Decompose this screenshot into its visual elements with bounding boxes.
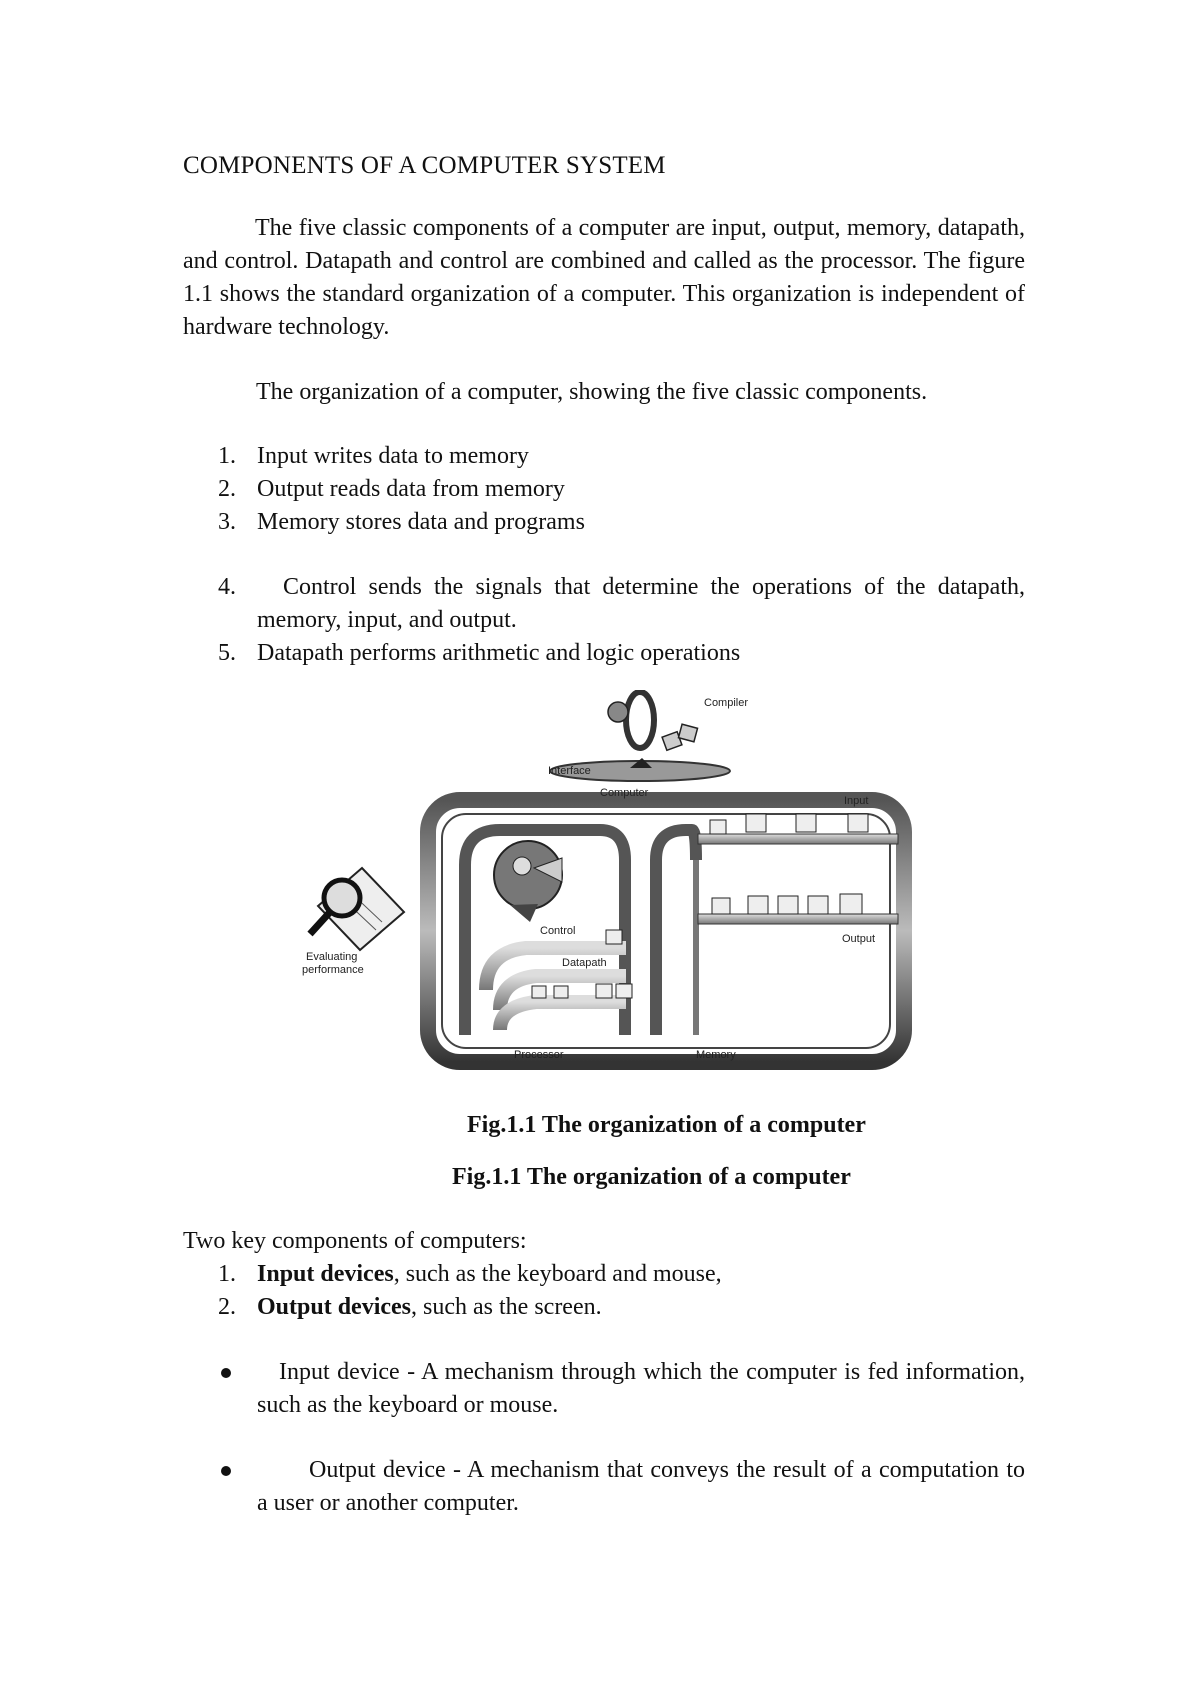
page-title: COMPONENTS OF A COMPUTER SYSTEM xyxy=(183,152,666,179)
list-number: 1. xyxy=(218,443,236,469)
bullet-text: Output device - A mechanism that conveys the result of a computation to a user or another computer. xyxy=(257,1457,1025,1516)
performance-label: performance xyxy=(302,964,364,976)
input-shelf xyxy=(698,834,898,844)
datapath-cube-icon xyxy=(532,986,546,998)
list-text xyxy=(257,1258,1025,1291)
datapath-cube-icon xyxy=(616,984,632,998)
magnifier-icon xyxy=(324,880,360,916)
output-cube-icon xyxy=(748,896,768,914)
list-text xyxy=(257,1291,1025,1324)
compiler-ring-icon xyxy=(626,692,654,748)
list-text: Control sends the signals that determine the operations of the datapath, memory, input, and output. xyxy=(257,574,1025,633)
organization-diagram-svg xyxy=(300,690,990,1090)
list-number: 3. xyxy=(218,509,236,535)
list-number: 2. xyxy=(218,1294,236,1320)
organization-intro: The organization of a computer, showing the five classic components. xyxy=(256,379,928,405)
key-components-heading: Two key components of computers: xyxy=(183,1228,527,1254)
list-term: Input devices xyxy=(257,1261,394,1287)
figure-caption: Fig.1.1 The organization of a computer xyxy=(452,1164,851,1190)
figure-caption-image: Fig.1.1 The organization of a computer xyxy=(467,1112,866,1138)
interface-label: Interface xyxy=(548,765,591,777)
output-cube-icon xyxy=(808,896,828,914)
output-shelf xyxy=(698,914,898,924)
control-cube-icon xyxy=(606,930,622,944)
datapath-shelf-2 xyxy=(500,1002,626,1030)
control-label: Control xyxy=(540,925,576,937)
control-arrow-icon xyxy=(510,904,538,922)
list-text: Input writes data to memory xyxy=(257,443,529,469)
list-number: 2. xyxy=(218,476,236,502)
list-number: 1. xyxy=(218,1261,236,1287)
memory-arch xyxy=(656,830,696,1035)
input-label: Input xyxy=(844,795,869,807)
bullet-icon xyxy=(221,1466,231,1476)
magnifier-handle xyxy=(310,912,330,934)
evaluating-performance-group xyxy=(302,868,404,976)
compiler-cube-icon xyxy=(678,724,697,742)
operator-head-icon xyxy=(513,857,531,875)
datapath-cube-icon xyxy=(596,984,612,998)
output-cube-icon xyxy=(778,896,798,914)
input-cube-icon xyxy=(746,814,766,832)
compiler-label: Compiler xyxy=(704,697,749,709)
figure-organization-diagram xyxy=(300,690,990,1090)
list-text: Datapath performs arithmetic and logic operations xyxy=(257,640,741,666)
input-cube-icon xyxy=(710,820,726,834)
processor-group xyxy=(465,830,632,1061)
bullet-text: Input device - A mechanism through which the computer is fed information, such as the keyboard or mouse. xyxy=(257,1359,1025,1418)
computer-label: Computer xyxy=(600,787,649,799)
list-text: Memory stores data and programs xyxy=(257,509,585,535)
input-cube-icon xyxy=(848,814,868,832)
output-label: Output xyxy=(842,933,876,945)
datapath-label: Datapath xyxy=(562,957,607,969)
input-cube-icon xyxy=(796,814,816,832)
datapath-cube-icon xyxy=(554,986,568,998)
output-cube-icon xyxy=(840,894,862,914)
list-rest: , such as the screen. xyxy=(411,1294,602,1320)
evaluating-label: Evaluating xyxy=(306,951,358,963)
list-number: 5. xyxy=(218,640,236,666)
memory-group xyxy=(656,830,736,1061)
bullet-icon xyxy=(221,1368,231,1378)
output-cube-icon xyxy=(712,898,730,914)
output-group xyxy=(698,894,898,945)
list-rest: , such as the keyboard and mouse, xyxy=(393,1261,722,1287)
list-term: Output devices xyxy=(257,1294,412,1320)
memory-label: Memory xyxy=(696,1049,736,1061)
compiler-ball-icon xyxy=(608,702,628,722)
intro-paragraph: The five classic components of a computer are input, output, memory, datapath, and control. Datapath and control are combined and called as the processor. The figure 1.1 shows the standard organization of a computer. This organization is independent of hardware technology. xyxy=(183,215,1025,340)
compiler-group xyxy=(548,692,748,781)
processor-label: Processor xyxy=(514,1049,564,1061)
list-number: 4. xyxy=(218,574,236,600)
list-text: Output reads data from memory xyxy=(257,476,565,502)
